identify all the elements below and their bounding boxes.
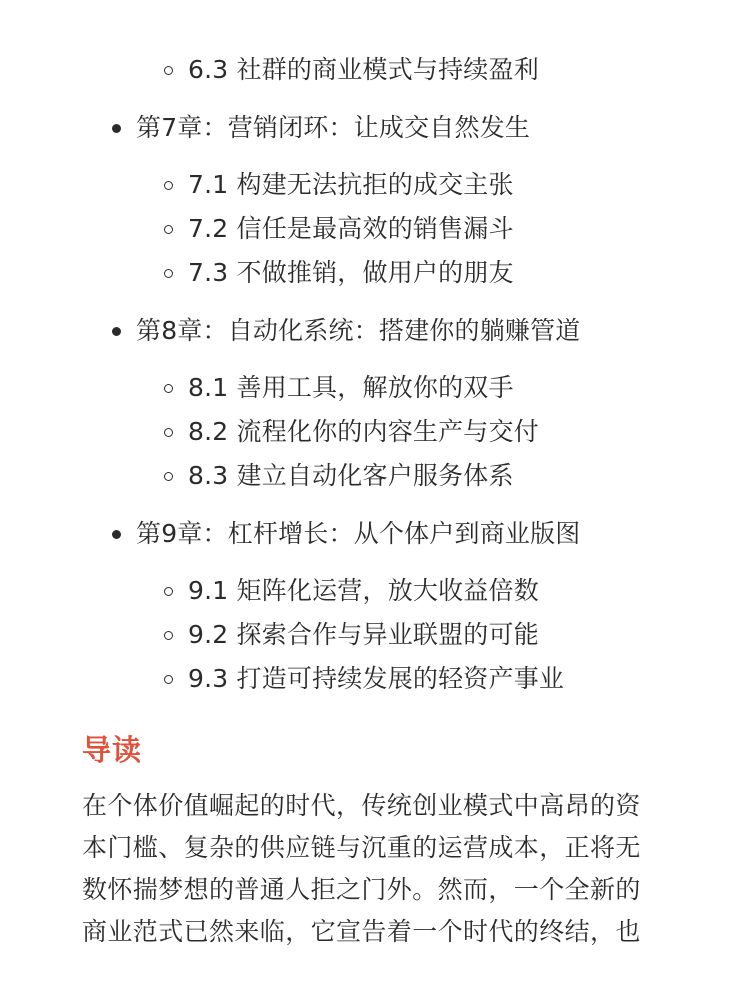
bullet-icon bbox=[112, 327, 121, 336]
toc-section-8-2: 8.2 流程化你的内容生产与交付 bbox=[188, 417, 539, 446]
toc-section-9-1: 9.1 矩阵化运营，放大收益倍数 bbox=[188, 576, 539, 605]
intro-paragraph-line: 商业范式已然来临，它宣告着一个时代的终结，也 bbox=[82, 917, 641, 946]
toc-chapter-8: 第8章：自动化系统：搭建你的躺赚管道 bbox=[136, 316, 581, 345]
toc-section-8-3: 8.3 建立自动化客户服务体系 bbox=[188, 461, 514, 490]
toc-section-8-1: 8.1 善用工具，解放你的双手 bbox=[188, 373, 514, 402]
toc-chapter-9: 第9章：杠杆增长：从个体户到商业版图 bbox=[136, 519, 581, 548]
toc-chapter-7: 第7章：营销闭环：让成交自然发生 bbox=[136, 113, 531, 142]
sub-bullet-icon bbox=[164, 181, 173, 190]
intro-heading: 导读 bbox=[82, 733, 143, 767]
bullet-icon bbox=[112, 530, 121, 539]
toc-section-7-3: 7.3 不做推销，做用户的朋友 bbox=[188, 258, 514, 287]
sub-bullet-icon bbox=[164, 587, 173, 596]
sub-bullet-icon bbox=[164, 66, 173, 75]
sub-bullet-icon bbox=[164, 269, 173, 278]
toc-section-7-2: 7.2 信任是最高效的销售漏斗 bbox=[188, 214, 514, 243]
toc-section-7-1: 7.1 构建无法抗拒的成交主张 bbox=[188, 170, 514, 199]
sub-bullet-icon bbox=[164, 472, 173, 481]
intro-paragraph-line: 本门槛、复杂的供应链与沉重的运营成本，正将无 bbox=[82, 833, 641, 862]
intro-paragraph-line: 数怀揣梦想的普通人拒之门外。然而，一个全新的 bbox=[82, 875, 641, 904]
sub-bullet-icon bbox=[164, 428, 173, 437]
toc-section-6-3: 6.3 社群的商业模式与持续盈利 bbox=[188, 55, 539, 84]
sub-bullet-icon bbox=[164, 675, 173, 684]
bullet-icon bbox=[112, 124, 121, 133]
toc-section-9-3: 9.3 打造可持续发展的轻资产事业 bbox=[188, 664, 565, 693]
intro-paragraph-line: 在个体价值崛起的时代，传统创业模式中高昂的资 bbox=[82, 791, 641, 820]
sub-bullet-icon bbox=[164, 384, 173, 393]
sub-bullet-icon bbox=[164, 631, 173, 640]
sub-bullet-icon bbox=[164, 225, 173, 234]
toc-section-9-2: 9.2 探索合作与异业联盟的可能 bbox=[188, 620, 539, 649]
